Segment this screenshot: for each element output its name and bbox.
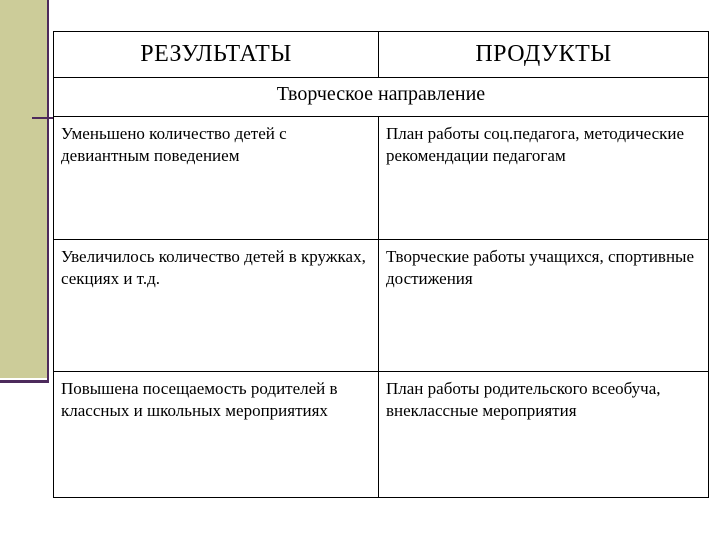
product-cell: Творческие работы учащихся, спортивные достижения (379, 239, 709, 372)
table-header-row (54, 32, 709, 78)
table-row (54, 117, 709, 240)
product-cell: План работы родительского всеобуча, внеклассные мероприятия (379, 372, 709, 498)
header-results-label: РЕЗУЛЬТАТЫ (140, 40, 292, 67)
results-products-table (53, 31, 709, 498)
table-row (54, 239, 709, 372)
header-products-label: ПРОДУКТЫ (475, 40, 612, 67)
result-cell: Уменьшено количество детей с девиантным поведением (54, 117, 379, 240)
decorative-vertical-line (47, 0, 49, 382)
section-title-cell (54, 77, 709, 117)
header-results (54, 32, 379, 78)
section-row (54, 77, 709, 117)
result-cell: Увеличилось количество детей в кружках, секциях и т.д. (54, 239, 379, 372)
section-title: Творческое направление (276, 82, 486, 105)
header-products (379, 32, 709, 78)
result-cell: Повышена посещаемость родителей в классных и школьных мероприятиях (54, 372, 379, 498)
decorative-side-bar (0, 0, 47, 378)
decorative-short-rule (0, 380, 49, 383)
product-cell: План работы соц.педагога, методические рекомендации педагогам (379, 117, 709, 240)
table-row (54, 372, 709, 498)
